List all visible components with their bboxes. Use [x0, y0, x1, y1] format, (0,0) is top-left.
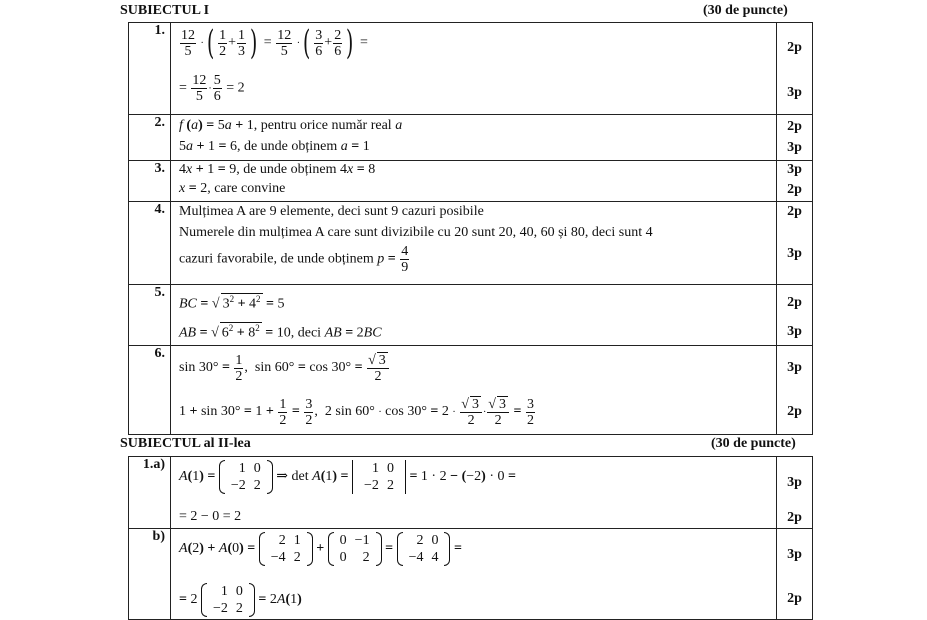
item-points: 3p 2p: [777, 529, 813, 620]
subject-2-table: [128, 456, 813, 620]
item-points: 3p 2p: [777, 161, 813, 202]
item-row-1: [129, 23, 813, 115]
item-solution: sin 30° = $\frac{1}{2}$ , sin 60° = cos 30° = $\frac{√ 3}{2}$ 1 + sin 30° = 1 + $\frac{1}{2}$ = $\frac{3}{2}$ , 2 sin 60° · cos 30° = 2 · $\frac{√ 3}{2}$ · $\frac{√ 3}{2}$ = $\frac{3}{2}$: [171, 346, 777, 435]
item-row-3: [129, 161, 813, 202]
item-number: 3.: [129, 161, 171, 202]
item-points: 2p 3p: [777, 285, 813, 346]
item-row-2: [129, 115, 813, 161]
item-solution: [171, 23, 777, 115]
item-number: 5.: [129, 285, 171, 346]
item-solution: Mulțimea A are 9 elemente, deci sunt 9 cazuri posibile Numerele din mulțimea A care sunt divizibile cu 20 sunt 20, 40, 60 și 80, deci sunt 4 cazuri favorabile, de unde obținem p = $\frac{4}{9}$: [171, 202, 777, 285]
item-solution: f (a) = 5a + 1, pentru orice număr real a 5a + 1 = 6, de unde obținem a = 1: [171, 115, 777, 161]
item-number: 1.: [129, 23, 171, 115]
item-points: 2p 3p: [777, 202, 813, 285]
item-number: 2.: [129, 115, 171, 161]
item-row-5: [129, 285, 813, 346]
section-2-title: SUBIECTUL al II-lea: [120, 436, 251, 451]
item-points: 3p 2p: [777, 457, 813, 529]
item-points: 3p 2p: [777, 346, 813, 435]
item-points: 2p 3p: [777, 23, 813, 115]
item-solution: A(1) = 1 0 −2 2 ⇒ det A(1) = 1 0 −2 2 = 1 · 2 − (−2) · 0 = = 2 − 0 = 2: [171, 457, 777, 529]
section-2-points: (30 de puncte): [711, 436, 796, 451]
item-row-4: [129, 202, 813, 285]
item-solution: A(2) + A(0) = 2 1 −4 2 + 0 −1 0 2 = 2 0 −4 4 = = 2 1 0 −2 2 = 2A(1): [171, 529, 777, 620]
item-solution: BC = √ $3^2 + 4^2 = 5$ AB = √ $6^2 + 8^2 = 10$, deci AB = 2BC: [171, 285, 777, 346]
item-number: 4.: [129, 202, 171, 285]
item-row-1b: [129, 529, 813, 620]
item-points: 2p 3p: [777, 115, 813, 161]
item-row-6: [129, 346, 813, 435]
item-row-1a: [129, 457, 813, 529]
section-1-points: (30 de puncte): [703, 3, 788, 18]
item-solution: 4x + 1 = 9, de unde obținem 4x = 8 x = 2, care convine: [171, 161, 777, 202]
subject-1-table: [128, 22, 813, 435]
item-number: 1.a): [129, 457, 171, 529]
item-number: 6.: [129, 346, 171, 435]
solution-line: = $\frac{12}{5}$ · $\frac{5}{6}$ = 2: [179, 73, 245, 104]
solution-line: $\frac{12}{5}$ ·( $\frac{1}{2}$ + $\frac{1}{3}$ ) = $\frac{12}{5}$ ·( $\frac{3}{6}$ + $\frac{2}{6}$ ) =: [181, 23, 368, 63]
section-1-title: SUBIECTUL I: [120, 3, 210, 18]
item-number: b): [129, 529, 171, 620]
